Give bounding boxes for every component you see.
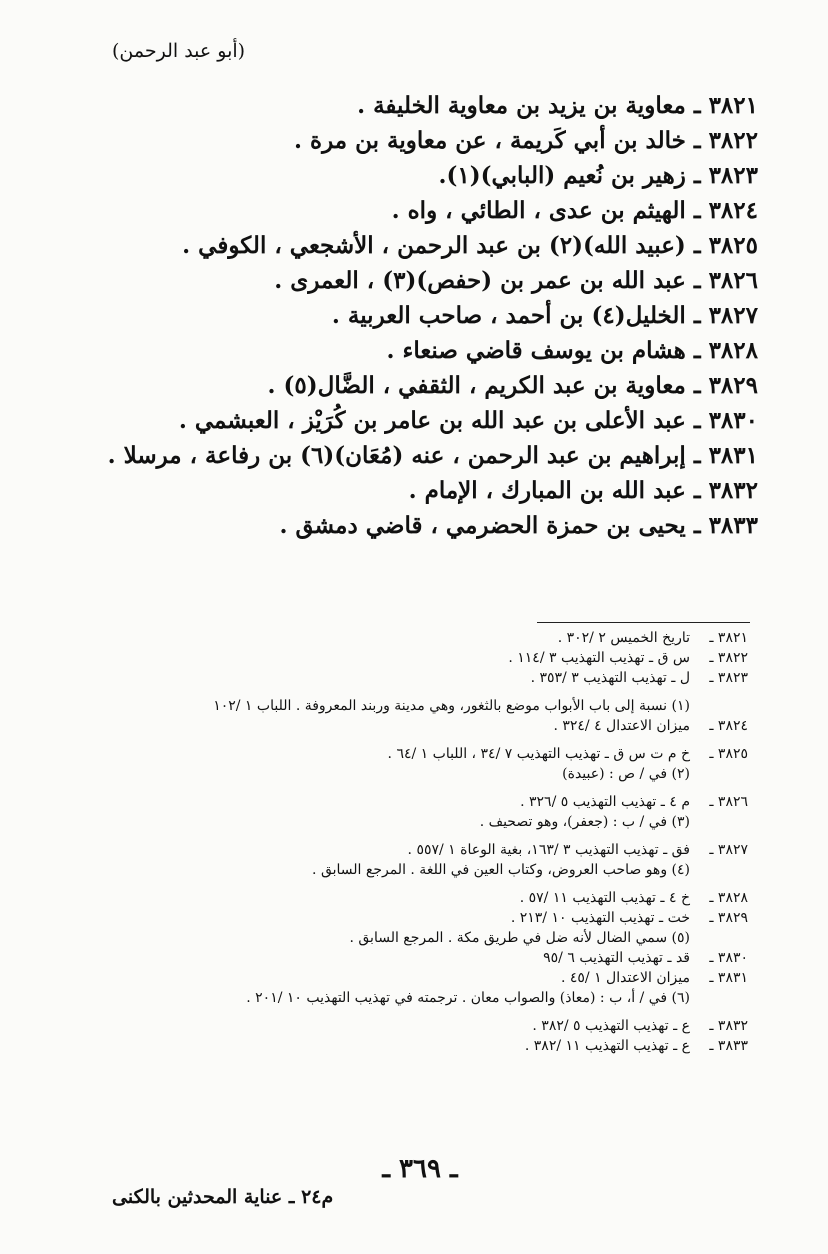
footnote-row: [68, 668, 748, 688]
page-footer: م٢٤ ـ عناية المحدثين بالكنى: [112, 1186, 334, 1208]
footnote-row: [68, 764, 748, 784]
entry-number: ٣٨٢٧ ـ: [693, 302, 758, 329]
footnote-text: ميزان الاعتدال ٤ /٣٢٤ .: [553, 718, 690, 734]
footnote-number: [690, 988, 748, 1008]
footnote-text: ل ـ تهذيب التهذيب ٣ /٣٥٣ .: [530, 670, 690, 686]
footnote-row: [68, 988, 748, 1008]
entry-row: [118, 228, 758, 263]
footnote-row: [68, 888, 748, 908]
entry-text: عبد الله بن عمر بن (حفص)(٣) ، العمرى .: [274, 267, 686, 294]
entry-row: [118, 123, 758, 158]
footnote-text: ع ـ تهذيب التهذيب ١١ /٣٨٢ .: [524, 1038, 690, 1054]
entry-number: ٣٨٢١ ـ: [693, 92, 758, 119]
footnote-number: ٣٨٣٢ ـ: [709, 1018, 748, 1034]
footnote-number: ٣٨٢٩ ـ: [709, 910, 748, 926]
footnote-row: [68, 840, 748, 860]
entry-row: [107, 438, 758, 473]
entry-number: ٣٨٣١ ـ: [693, 442, 758, 469]
footnote-number: ٣٨٢١ ـ: [709, 630, 748, 646]
footnote-row: [68, 928, 748, 948]
entry-row: [118, 403, 758, 438]
entry-row: [118, 473, 758, 508]
running-header: (أبو عبد الرحمن): [112, 40, 246, 62]
footnote-row: [68, 860, 748, 880]
footnote-number: ٣٨٢٤ ـ: [709, 718, 748, 734]
entry-number: ٣٨٢٣ ـ: [693, 162, 758, 189]
footnote-text: فق ـ تهذيب التهذيب ٣ /١٦٣، بغية الوعاة ١ /٥٥٧ .: [407, 842, 690, 858]
footnote-number: [690, 764, 748, 784]
footnote-text: (٦) في / أ، ب : (معاذ) والصواب معان . ترجمته في تهذيب التهذيب ١٠ /٢٠١ .: [246, 990, 690, 1006]
footnote-list: [68, 628, 748, 1056]
entry-number: ٣٨٢٢ ـ: [693, 127, 758, 154]
entry-text: يحيى بن حمزة الحضرمي ، قاضي دمشق .: [279, 512, 686, 539]
entry-number: ٣٨٢٩ ـ: [693, 372, 758, 399]
footnote-row: [68, 1036, 748, 1056]
entry-row: [118, 298, 758, 333]
footnote-row: [68, 628, 748, 648]
entry-row: [118, 263, 758, 298]
footnote-number: ٣٨٢٣ ـ: [709, 670, 748, 686]
footnote-text: خ ٤ ـ تهذيب التهذيب ١١ /٥٧ .: [519, 890, 690, 906]
entry-row: [118, 368, 758, 403]
footnote-text: تاريخ الخميس ٢ /٣٠٢ .: [557, 630, 690, 646]
footnote-text: خت ـ تهذيب التهذيب ١٠ /٢١٣ .: [510, 910, 690, 926]
entry-number: ٣٨٢٨ ـ: [693, 337, 758, 364]
footnote-row: [68, 792, 748, 812]
entry-number: ٣٨٣٢ ـ: [693, 477, 758, 504]
footnote-text: ميزان الاعتدال ١ /٤٥ .: [560, 970, 690, 986]
entry-row: [118, 88, 758, 123]
footnote-text: (٥) سمي الضال لأنه ضل في طريق مكة . المرجع السابق .: [349, 930, 690, 946]
entry-text: هشام بن يوسف قاضي صنعاء .: [386, 337, 686, 364]
entry-text: الخليل(٤) بن أحمد ، صاحب العربية .: [331, 302, 686, 329]
footnote-number: ٣٨٢٢ ـ: [709, 650, 748, 666]
entry-number: ٣٨٣٣ ـ: [693, 512, 758, 539]
entry-text: الهيثم بن عدى ، الطائي ، واه .: [391, 197, 686, 224]
footnote-text: (٢) في / ص : (عبيدة): [562, 766, 690, 782]
footnote-row: [68, 648, 748, 668]
footnote-text: (٣) في / ب : (جعفر)، وهو تصحيف .: [479, 814, 690, 830]
footnote-number: ٣٨٢٦ ـ: [709, 794, 748, 810]
footnote-number: [690, 928, 748, 948]
entry-number: ٣٨٢٥ ـ: [693, 232, 758, 259]
entry-text: إبراهيم بن عبد الرحمن ، عنه (مُعَان)(٦) بن رفاعة ، مرسلا .: [107, 442, 686, 469]
footnote-number: ٣٨٣٣ ـ: [709, 1038, 748, 1054]
footnote-separator: [537, 622, 750, 623]
footnote-text: خ م ت س ق ـ تهذيب التهذيب ٧ /٣٤ ، اللباب ١ /٦٤ .: [387, 746, 690, 762]
footnote-number: [690, 696, 748, 716]
entry-number: ٣٨٢٦ ـ: [693, 267, 758, 294]
entry-text: (عبيد الله)(٢) بن عبد الرحمن ، الأشجعي ، الكوفي .: [182, 232, 686, 259]
entry-text: خالد بن أبي كَريمة ، عن معاوية بن مرة .: [294, 127, 686, 154]
footnote-number: ٣٨٣١ ـ: [709, 970, 748, 986]
footnote-row: [68, 744, 748, 764]
footnote-text: (١) نسبة إلى باب الأبواب موضع بالثغور، وهي مدينة وربند المعروفة . اللباب ١ /١٠٢: [213, 698, 690, 714]
footnote-row: [68, 696, 748, 716]
entry-text: عبد الله بن المبارك ، الإمام .: [408, 477, 686, 504]
entry-row: [118, 193, 758, 228]
footnote-row: [68, 812, 748, 832]
footnote-text: م ٤ ـ تهذيب التهذيب ٥ /٣٢٦ .: [520, 794, 690, 810]
entry-row: [118, 508, 758, 543]
entry-list: [107, 88, 758, 543]
footnote-number: [690, 860, 748, 880]
entry-number: ٣٨٢٤ ـ: [693, 197, 758, 224]
entry-text: زهير بن نُعيم (البابي)(١).: [438, 162, 686, 189]
footnote-number: [690, 812, 748, 832]
footnote-number: ٣٨٣٠ ـ: [709, 950, 748, 966]
footnote-text: (٤) وهو صاحب العروض، وكتاب العين في اللغة . المرجع السابق .: [312, 862, 690, 878]
footnote-row: [68, 716, 748, 736]
entry-text: معاوية بن يزيد بن معاوية الخليفة .: [357, 92, 686, 119]
entry-row: [118, 333, 758, 368]
entry-text: معاوية بن عبد الكريم ، الثقفي ، الضَّال(٥) .: [267, 372, 686, 399]
footnote-text: قد ـ تهذيب التهذيب ٦ /٩٥: [543, 950, 690, 966]
entry-number: ٣٨٣٠ ـ: [693, 407, 758, 434]
entry-text: عبد الأعلى بن عبد الله بن عامر بن كُرَيْز ، العبشمي .: [178, 407, 686, 434]
footnote-row: [68, 948, 748, 968]
footnote-row: [68, 908, 748, 928]
page-number: ـ ٣٦٩ ـ: [382, 1154, 458, 1184]
footnote-text: ع ـ تهذيب التهذيب ٥ /٣٨٢ .: [532, 1018, 690, 1034]
footnote-text: س ق ـ تهذيب التهذيب ٣ /١١٤ .: [508, 650, 690, 666]
footnote-row: [68, 1016, 748, 1036]
footnote-row: [68, 968, 748, 988]
footnote-number: ٣٨٢٧ ـ: [709, 842, 748, 858]
footnote-number: ٣٨٢٥ ـ: [709, 746, 748, 762]
entry-row: [118, 158, 758, 193]
footnote-number: ٣٨٢٨ ـ: [709, 890, 748, 906]
